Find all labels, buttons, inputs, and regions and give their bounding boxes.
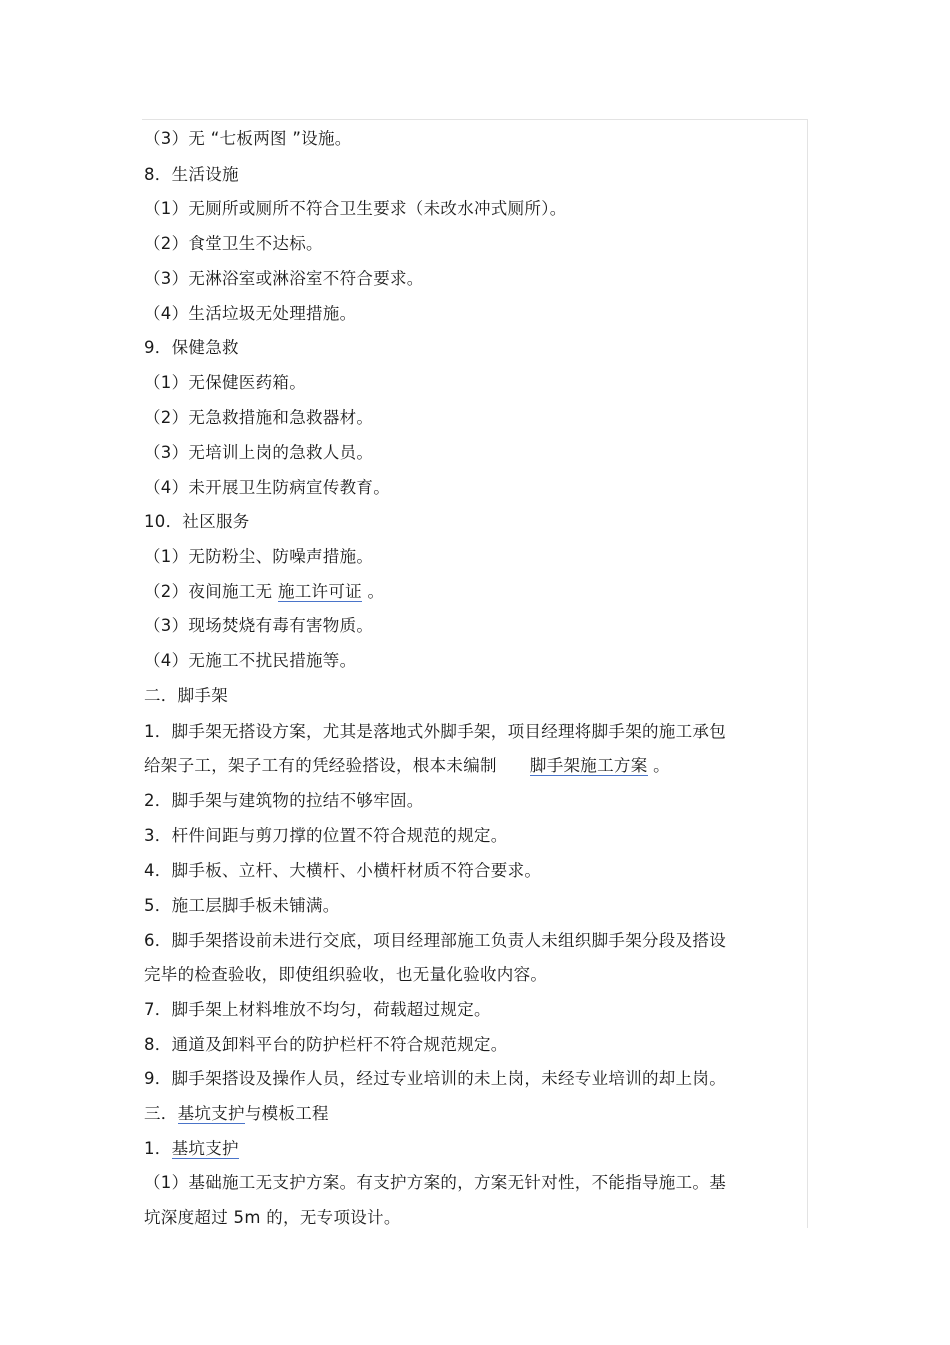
- text-line: 6．脚手架搭设前未进行交底，项目经理部施工负责人未组织脚手架分段及搭设: [144, 931, 726, 950]
- term-link[interactable]: 脚手架施工方案: [529, 756, 648, 775]
- text-line: （1）无保健医药箱。: [144, 373, 306, 392]
- section-heading: 10．社区服务: [144, 512, 250, 531]
- section-heading: [144, 1138, 239, 1160]
- text-line: 7．脚手架上材料堆放不均匀，荷载超过规定。: [144, 1000, 491, 1019]
- line-text: 三．: [144, 1104, 178, 1123]
- line-text: 。: [367, 582, 385, 601]
- text-line: 3．杆件间距与剪刀撑的位置不符合规范的规定。: [144, 826, 508, 845]
- section-heading: 8．生活设施: [144, 165, 239, 184]
- line-text: 1．: [144, 1139, 172, 1158]
- text-line: 8．通道及卸料平台的防护栏杆不符合规范规定。: [144, 1035, 508, 1054]
- text-line: （2）食堂卫生不达标。: [144, 234, 323, 253]
- chapter-heading: 二．脚手架: [144, 686, 228, 705]
- line-text: （2）夜间施工无: [144, 582, 273, 601]
- text-line: [144, 581, 384, 603]
- text-line: 4．脚手板、立杆、大横杆、小横杆材质不符合要求。: [144, 861, 542, 880]
- term-link[interactable]: 基坑支护: [171, 1139, 239, 1158]
- term-link[interactable]: 基坑支护: [177, 1104, 245, 1123]
- text-line: 坑深度超过 5m 的，无专项设计。: [144, 1208, 401, 1227]
- chapter-heading: [144, 1103, 329, 1125]
- term-link[interactable]: 施工许可证: [277, 582, 362, 601]
- section-heading: 9．保健急救: [144, 338, 239, 357]
- text-line: （1）基础施工无支护方案。有支护方案的，方案无针对性，不能指导施工。基: [144, 1173, 726, 1192]
- text-line: 9．脚手架搭设及操作人员，经过专业培训的未上岗，未经专业培训的却上岗。: [144, 1069, 726, 1088]
- text-line: 完毕的检查验收，即使组织验收，也无量化验收内容。: [144, 965, 548, 984]
- text-line: （1）无厕所或厕所不符合卫生要求（未改水冲式厕所）。: [144, 199, 567, 218]
- text-line: （1）无防粉尘、防噪声措施。: [144, 547, 374, 566]
- text-line: （2）无急救措施和急救器材。: [144, 408, 374, 427]
- line-text: 。: [653, 756, 670, 775]
- text-line: 2．脚手架与建筑物的拉结不够牢固。: [144, 791, 424, 810]
- text-line: （4）无施工不扰民措施等。: [144, 651, 357, 670]
- text-line: [144, 755, 670, 777]
- line-text: 给架子工，架子工有的凭经验搭设，根本未编制: [144, 756, 497, 775]
- text-line: （4）生活垃圾无处理措施。: [144, 304, 357, 323]
- text-line: （3）无淋浴室或淋浴室不符合要求。: [144, 269, 424, 288]
- text-line: （3）无培训上岗的急救人员。: [144, 443, 374, 462]
- text-line: 5．施工层脚手板未铺满。: [144, 896, 340, 915]
- text-line: （3）现场焚烧有毒有害物质。: [144, 616, 374, 635]
- line-text: 与模板工程: [244, 1104, 329, 1123]
- text-line: （3）无 “七板两图 ”设施。: [144, 129, 352, 148]
- text-line: 1．脚手架无搭设方案，尤其是落地式外脚手架，项目经理将脚手架的施工承包: [144, 722, 726, 741]
- text-line: （4）未开展卫生防病宣传教育。: [144, 478, 390, 497]
